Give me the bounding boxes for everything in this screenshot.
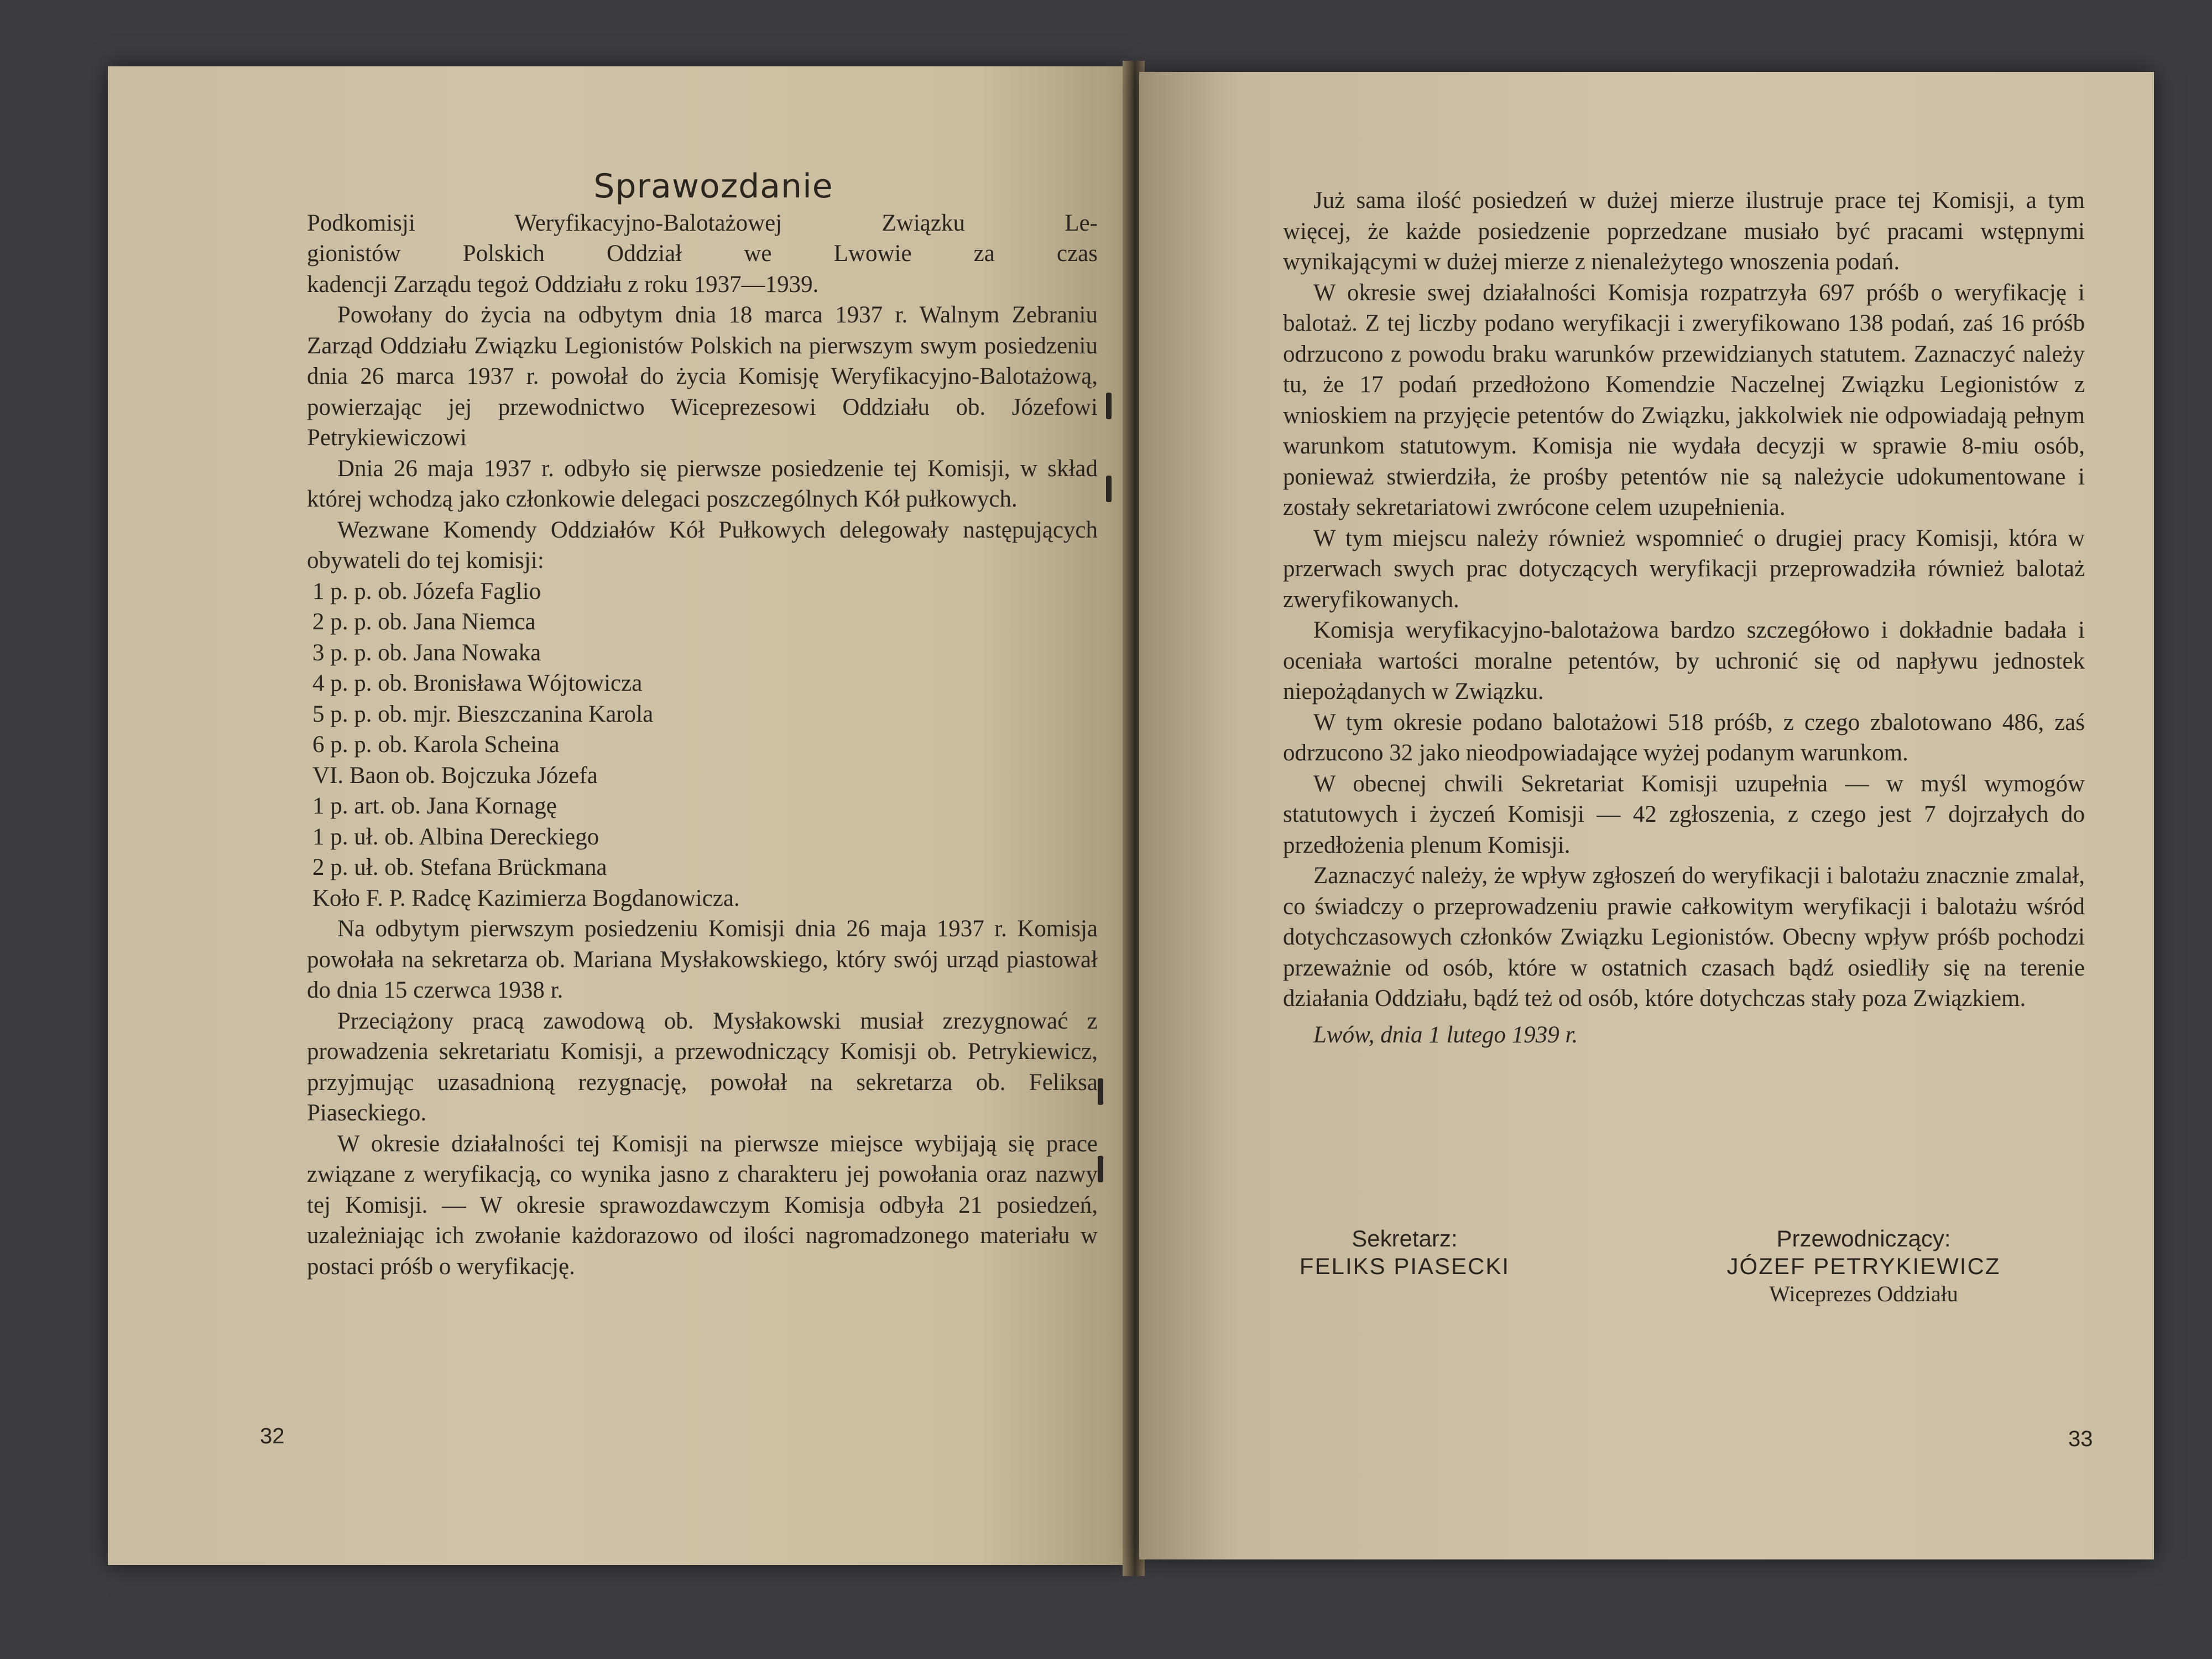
secretary-signature [1228,1225,1582,1280]
paragraph: Przeciążony pracą zawodową ob. Mysłakowski musiał zrezygnować z prowadzenia sekretariatu Komisji, a przewodniczący Komisji ob. Petrykiewicz, przyjmując uzasadnioną rezygnację, powołał na sekretarza ob. Feliksa Piaseckiego. [307,1008,1098,1126]
subtitle-line-2: gionistów Polskich Oddział we Lwowie za czas [307,241,1098,267]
secretary-role: Sekretarz: [1352,1225,1458,1251]
list-item: 4 p. p. ob. Bronisława Wójtowicza [312,670,643,696]
paragraph: W obecnej chwili Sekretariat Komisji uzupełnia — w myśl wymogów statutowych i życzeń Komisji — 42 zgłoszenia, z czego jest 7 dojrzałych do przedłożenia plenum Komisji. [1283,770,2085,858]
list-item: 5 p. p. ob. mjr. Bieszczanina Karola [312,701,654,727]
list-item: 3 p. p. ob. Jana Nowaka [312,639,541,666]
list-item: Koło F. P. Radcę Kazimierza Bogdanowicza. [312,885,740,911]
list-item: VI. Baon ob. Bojczuka Józefa [312,762,598,789]
binding-stitch [1106,393,1112,419]
page-number: 33 [2068,1427,2093,1451]
paragraph: W okresie swej działalności Komisja rozpatrzyła 697 próśb o weryfikację i balotaż. Z tej liczby podano weryfikacji i zweryfikowano 138 podań, zaś 16 próśb odrzucono z powodu braku warunków przewidzianych statutem. Zaznaczyć należy tu, że 17 podań przedłożono Komendzie Naczelnej Związku Legionistów z wnioskiem na przyjęcie petentów do Związku, jakkolwiek nie odpowiadają pełnym warunkom statutowym. Komisja nie wydała decyzji w sprawie 8-miu osób, ponieważ stwierdziła, że prośby petentów nie są należycie udokumentowane i zostały sekretariatowi zwrócone celem uzupełnienia. [1283,279,2085,520]
right-page [1139,72,2154,1559]
report-title: Sprawozdanie [593,167,833,206]
paragraph: Na odbytym pierwszym posiedzeniu Komisji dnia 26 maja 1937 r. Komisja powołała na sekretarza ob. Mariana Mysłakowskiego, który swój urząd piastował do dnia 15 czerwca 1938 r. [307,916,1098,1003]
page-number: 32 [260,1424,285,1448]
list-item: 2 p. uł. ob. Stefana Brückmana [312,854,607,880]
chairman-title: Wiceprezes Oddziału [1769,1281,1958,1306]
paragraph: Dnia 26 maja 1937 r. odbyło się pierwsze posiedzenie tej Komisji, w skład której wchodzą jako członkowie delegaci poszczególnych Kół pułkowych. [307,455,1098,512]
list-item: 1 p. uł. ob. Albina Dereckiego [312,823,599,850]
paragraph: W tym okresie podano balotażowi 518 próśb, z czego zbalotowano 486, zaś odrzucono 32 jako nieodpowiadające wyżej podanym warunkom. [1283,709,2085,766]
paragraph: W okresie działalności tej Komisji na pierwsze miejsce wybijają się prace związane z weryfikacją, co wynika jasno z charakteru jej powołania oraz nazwy tej Komisji. — W okresie sprawozdawczym Komisja odbyła 21 posiedzeń, uzależniając ich zwołanie każdorazowo od ilości nagromadzonego materiału w postaci próśb o weryfikację. [307,1130,1098,1280]
place-date: Lwów, dnia 1 lutego 1939 r. [1313,1021,1578,1048]
paragraph: Zaznaczyć należy, że wpływ zgłoszeń do weryfikacji i balotażu znacznie zmalał, co świadczy o przeprowadzeniu prawie całkowitym weryfikacji i balotażu wśród dotychczasowych członków Związku Legionistów. Obecny wpływ próśb pochodzi przeważnie od osób, które w ostatnich czasach bądź osiedliły się na terenie działania Oddziału, bądź też od osób, które dotychczas stały poza Związkiem. [1283,863,2085,1011]
binding-stitch [1098,1078,1103,1105]
subtitle-line-3: kadencji Zarządu tegoż Oddziału z roku 1937—1939. [307,271,819,298]
paragraph: Komisja weryfikacyjno-balotażowa bardzo szczegółowo i dokładnie badała i oceniała wartości moralne petentów, by uchronić się od napływu jednostek niepożądanych w Związku. [1283,617,2085,705]
chairman-signature [1653,1225,2074,1308]
list-item: 1 p. art. ob. Jana Kornagę [312,793,557,819]
paragraph: Wezwane Komendy Oddziałów Kół Pułkowych delegowały następujących obywateli do tej komisji: [307,517,1098,573]
paragraph: Już sama ilość posiedzeń w dużej mierze ilustruje prace tej Komisji, a tym więcej, że każde posiedzenie poprzedzane musiało być pracami wstępnymi wynikającymi w dużej mierze z nienależytego wnoszenia podań. [1283,187,2085,275]
left-page [108,66,1128,1565]
delegates-list [307,576,1098,914]
chairman-name: JÓZEF PETRYKIEWICZ [1726,1253,2001,1279]
chairman-role: Przewodniczący: [1776,1225,1951,1251]
left-text-column [307,167,1098,1282]
list-item: 1 p. p. ob. Józefa Faglio [312,578,541,604]
paragraph: W tym miejscu należy również wspomnieć o drugiej pracy Komisji, która w przerwach swych prac dotyczących weryfikacji przeprowadziła również balotaż zweryfikowanych. [1283,525,2085,613]
binding-stitch [1106,476,1112,502]
list-item: 6 p. p. ob. Karola Scheina [312,732,560,758]
secretary-name: FELIKS PIASECKI [1299,1253,1510,1279]
binding-stitch [1098,1156,1103,1182]
paragraph: Powołany do życia na odbytym dnia 18 marca 1937 r. Walnym Zebraniu Zarząd Oddziału Związku Legionistów Polskich na pierwszym swym posiedzeniu dnia 26 marca 1937 r. powołał do życia Komisję Weryfikacyjno-Balotażową, powierzając jej przewodnictwo Wiceprezesowi Oddziału ob. Józefowi Petrykiewiczowi [307,302,1098,451]
subtitle-line-1: Podkomisji Weryfikacyjno-Balotażowej Związku Le- [307,210,1098,236]
right-text-column [1283,185,2085,1050]
list-item: 2 p. p. ob. Jana Niemca [312,609,536,635]
